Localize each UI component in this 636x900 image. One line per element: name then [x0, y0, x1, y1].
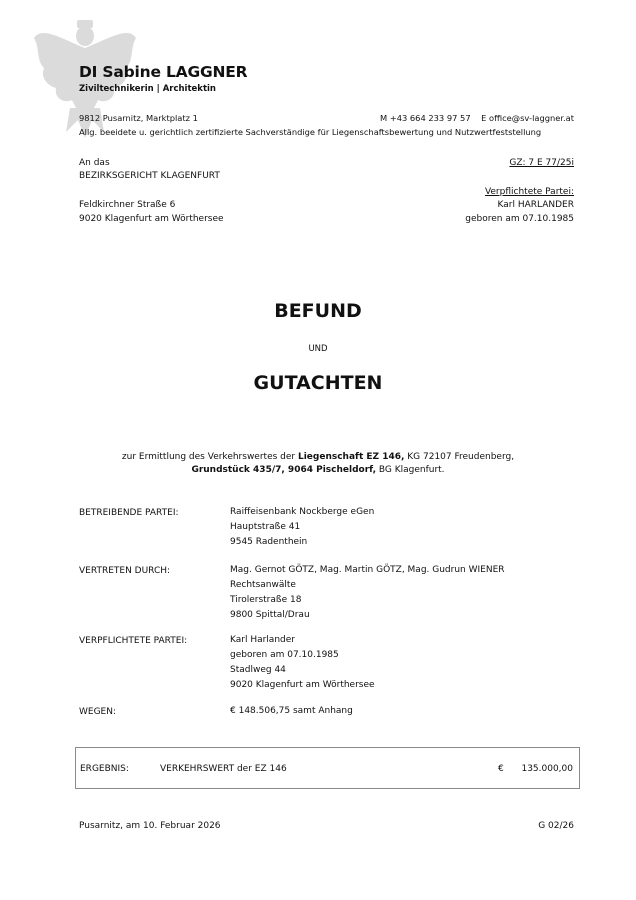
author-profession: Ziviltechnikerin | Architektin: [79, 84, 216, 94]
result-label: ERGEBNIS:: [80, 764, 129, 774]
purpose-text: zur Ermittlung des Verkehrswertes der: [121, 452, 298, 462]
party-value-creditor: [230, 505, 374, 550]
party-line: Tirolerstraße 18: [230, 595, 302, 605]
purpose-property: Liegenschaft EZ 146,: [297, 452, 405, 462]
party-line: Rechtsanwälte: [230, 580, 296, 590]
party-line: Stadlweg 44: [230, 665, 286, 675]
party-line: 9800 Spittal/Drau: [230, 610, 310, 620]
author-name: DI Sabine LAGGNER: [79, 63, 248, 81]
recipient-court: BEZIRKSGERICHT KLAGENFURT: [79, 171, 220, 181]
result-amount: 135.000,00: [521, 764, 573, 774]
party-line: 9020 Klagenfurt am Wörthersee: [230, 680, 375, 690]
title-connector: UND: [308, 344, 328, 354]
party-label-debtor: VERPFLICHTETE PARTEI:: [79, 636, 188, 646]
party-label-creditor: BETREIBENDE PARTEI:: [79, 508, 179, 518]
author-contact: M +43 664 233 97 57 E office@sv-laggner.at: [379, 113, 574, 123]
party-label-claim: WEGEN:: [79, 707, 117, 717]
author-description: Allg. beeidete u. gerichtlich zertifizierte Sachverständige für Liegenschaftsbewertung und Nutzwertfeststellung: [79, 127, 542, 137]
purpose-line-1: [0, 452, 636, 462]
party-line: Karl Harlander: [230, 635, 295, 645]
obligated-party-name: Karl HARLANDER: [497, 200, 574, 210]
place-date: Pusarnitz, am 10. Februar 2026: [79, 821, 221, 831]
purpose-line-2: [0, 465, 636, 475]
result-box: [75, 747, 580, 789]
party-line: Hauptstraße 41: [230, 522, 301, 532]
case-number: GZ: 7 E 77/25i: [509, 158, 574, 168]
party-label-representative: VERTRETEN DURCH:: [79, 566, 171, 576]
party-line: € 148.506,75 samt Anhang: [230, 706, 353, 716]
purpose-parcel: Grundstück 435/7, 9064 Pischeldorf,: [191, 465, 376, 475]
party-value-representative: [230, 563, 505, 623]
title-gutachten: GUTACHTEN: [253, 372, 383, 394]
result-currency: €: [498, 764, 504, 774]
recipient-city: 9020 Klagenfurt am Wörthersee: [79, 214, 224, 224]
author-address: 9812 Pusarnitz, Marktplatz 1: [79, 113, 198, 123]
party-value-debtor: [230, 633, 375, 693]
recipient-street: Feldkirchner Straße 6: [79, 200, 176, 210]
purpose-court: BG Klagenfurt.: [376, 465, 445, 475]
recipient-salutation: An das: [79, 158, 110, 168]
party-line: geboren am 07.10.1985: [230, 650, 339, 660]
result-description: VERKEHRSWERT der EZ 146: [160, 764, 287, 774]
obligated-party-birth: geboren am 07.10.1985: [465, 214, 574, 224]
party-line: Mag. Gernot GÖTZ, Mag. Martin GÖTZ, Mag. Gudrun WIENER: [230, 565, 505, 575]
party-value-claim: [230, 704, 353, 719]
party-line: Raiffeisenbank Nockberge eGen: [230, 507, 375, 517]
title-befund: BEFUND: [274, 300, 362, 322]
party-line: 9545 Radenthein: [230, 537, 308, 547]
document-reference: G 02/26: [538, 821, 574, 831]
purpose-kg: KG 72107 Freudenberg,: [404, 452, 515, 462]
obligated-party-label: Verpflichtete Partei:: [484, 187, 574, 197]
